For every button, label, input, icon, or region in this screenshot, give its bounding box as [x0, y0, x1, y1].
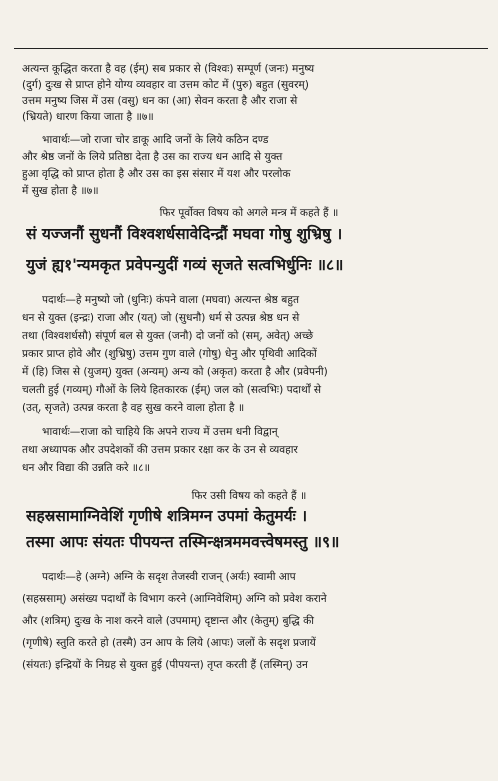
header-rule: [14, 48, 488, 49]
bhavartha-line: तथा अध्यापक और उपदेशकों की उत्तम प्रकार रक्षा कर के उन से व्यवहार: [22, 444, 298, 456]
text-line: (दुर्ग) दुःख से प्राप्त होने योग्य व्यवहार वा उत्तम कोट में (पुरु) बहुत (सुवरम्): [22, 79, 309, 91]
bhavartha-line: भावार्थः—जो राजा चोर डाकू आदि जनों के लिये कठिन दण्ड: [42, 134, 269, 146]
section-intro: फिर पूर्वोक्त विषय को अगले मन्त्र में कहते हैं ॥: [159, 207, 339, 219]
bhavartha-line: में सुख होता है ॥७॥: [22, 185, 99, 197]
mantra-line: युजं ह्य१'न्यमकृत प्रवेपन्युदीं गव्यं सृजते सत्वभिर्धुनिः ॥८॥: [26, 255, 344, 274]
mantra-line: तस्मा आपः संयतः पीपयन्त तस्मिन्क्षत्रममवत्त्वेषमस्तु ॥९॥: [26, 532, 340, 551]
padartha-line: पदार्थः—हे (अग्ने) अग्नि के सदृश तेजस्वी राजन् (अर्यः) स्वामी आप: [42, 571, 296, 583]
mantra-line: सं यज्जनौं सुधनौं विश्वशर्धसावेदिन्द्रौं मघवा गोषु शुभ्रिषु ।: [26, 224, 343, 243]
padartha-line: पदार्थः—हे मनुष्यो जो (धुनिः) कंपने वाला (मघवा) अत्यन्त श्रेष्ठ बहुत: [42, 294, 299, 306]
section-intro: फिर उसी विषय को कहते हैं ॥: [191, 490, 307, 502]
padartha-line: (गृणीषे) स्तुति करते हो (तस्मै) उन आप के लिये (आपः) जलों के सदृश प्रजायें: [22, 637, 316, 649]
padartha-line: प्रकार प्राप्त होवे और (शुभ्रिषु) उत्तम गुण वाले (गोषु) धेनु और पृथिवी आदिकों: [22, 348, 317, 360]
bhavartha-line: धन और विद्या की उन्नति करे ॥८॥: [22, 462, 150, 474]
padartha-line: (उत्, सृजते) उत्पन्न करता है वह सुख करने वाला होता है ॥: [22, 402, 245, 414]
text-line: उत्तम मनुष्य जिस में उस (वसु) धन का (आ) सेवन करता है और राजा से: [22, 95, 298, 107]
mantra-line: सहस्रसामाग्निवेशिं गृणीषे शत्रिमग्न उपमां केतुमर्यः ।: [26, 506, 308, 525]
padartha-line: चलती हुई (गव्यम्) गौओं के लिये हितकारक (ईम्) जल को (सत्वभिः) पदार्थों से: [22, 384, 321, 396]
text-line: (भ्रियते) धारण किया जाता है ॥७॥: [22, 111, 154, 123]
text-line: अत्यन्त कूद्धित करता है वह (ईम्) सब प्रकार से (विश्वः) सम्पूर्ण (जनः) मनुष्य: [22, 63, 315, 75]
bhavartha-line: और श्रेष्ठ जनों के लिये प्रतिष्ठा देता है उस का राज्य धन आदि से युक्त: [22, 151, 283, 163]
padartha-line: धन से युक्त (इन्द्रः) राजा और (यत्) जो (सुधनौ) धर्म से उत्पन्न श्रेष्ठ धन से: [22, 312, 300, 324]
bhavartha-line: हुआ वृद्धि को प्राप्त होता है और उस का इस संसार में यश और परलोक: [22, 168, 291, 180]
padartha-line: (सहस्रसाम्) असंख्य पदार्थों के विभाग करने (आग्निवेशिम्) अग्नि को प्रवेश कराने: [22, 593, 327, 605]
padartha-line: तथा (विश्वशर्धसौ) संपूर्ण बल से युक्त (जनौ) दो जनों को (सम्, अवेत्) अच्छे: [22, 330, 314, 342]
padartha-line: में (हि) जिस से (युजम्) युक्त (अन्यम्) अन्य को (अकृत) करता है और (प्रवेपनी): [22, 366, 328, 378]
padartha-line: और (शत्रिम्) दुःख के नाश करने वाले (उपमाम्) दृष्टान्त और (केतुम्) बुद्धि की: [22, 615, 314, 627]
padartha-line: (संयतः) इन्द्रियों के निग्रह से युक्त हुई (पीपयन्त) तृप्त करती हैं (तस्मिन्) उन: [22, 659, 308, 671]
bhavartha-line: भावार्थः—राजा को चाहिये कि अपने राज्य में उत्तम धनी विद्वान्: [42, 426, 278, 438]
